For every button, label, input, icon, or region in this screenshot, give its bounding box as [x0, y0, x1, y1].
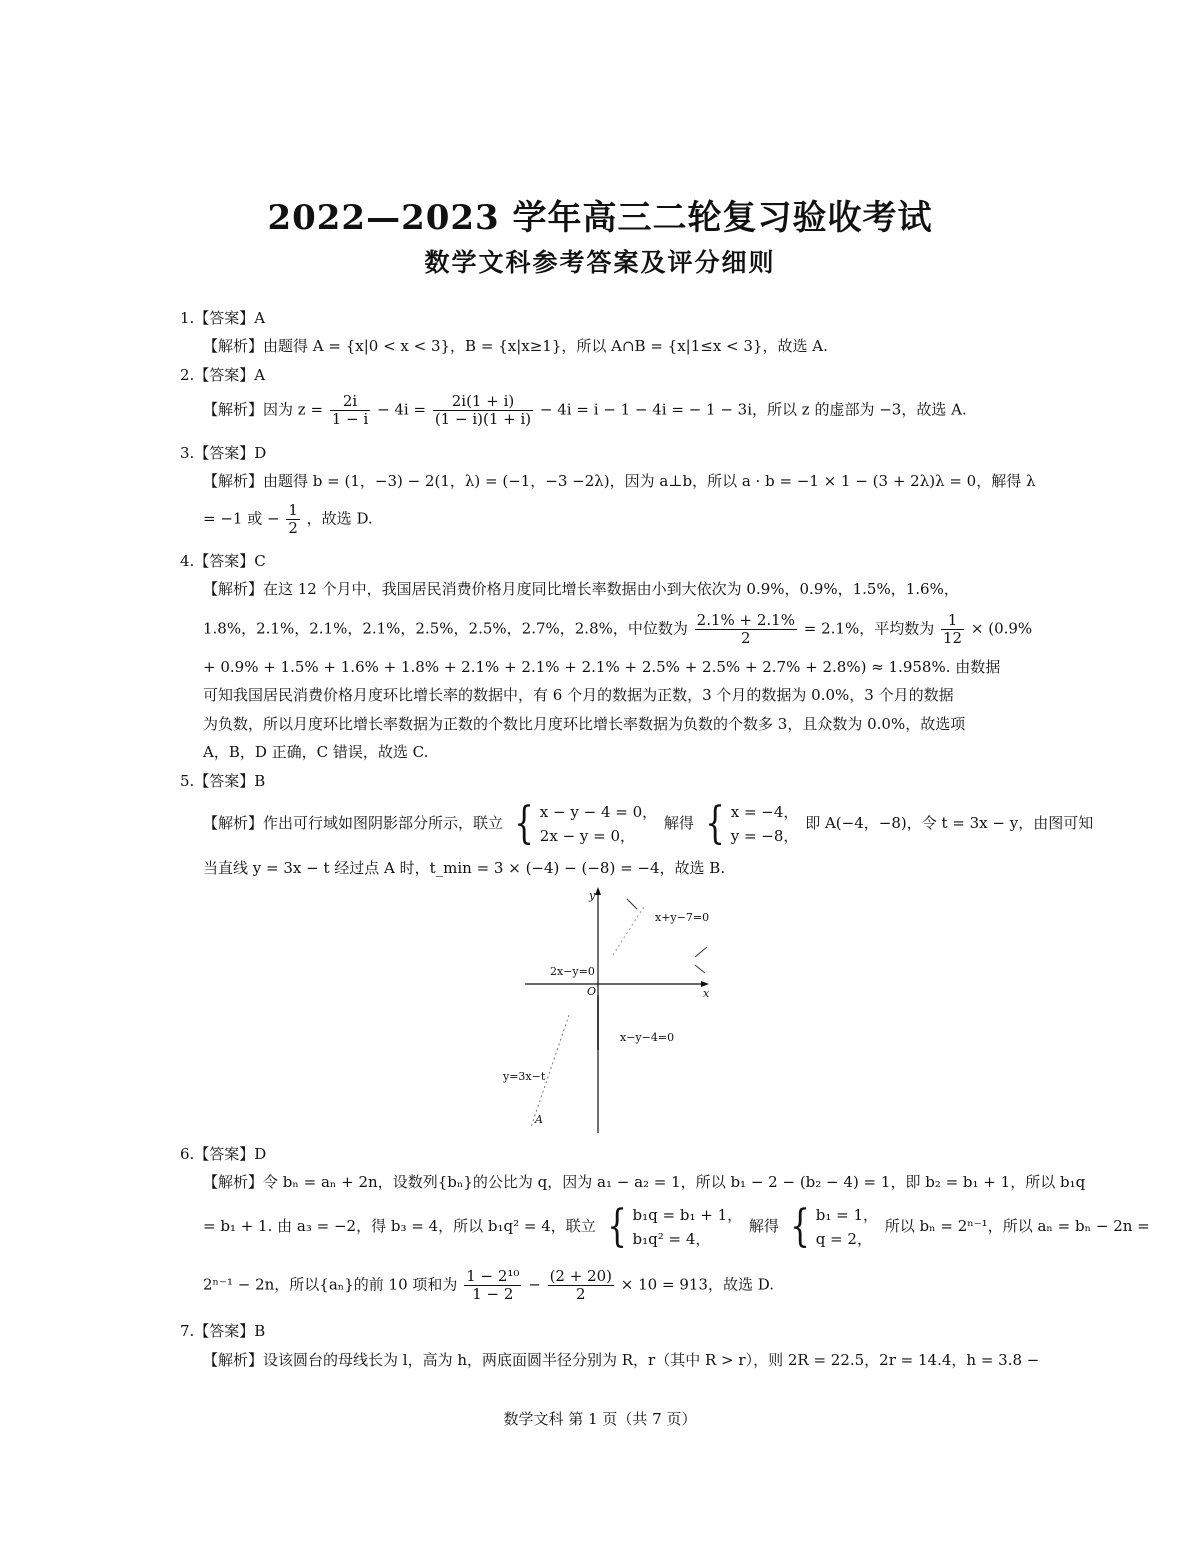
q6-system-1: { b₁q = b₁ + 1， b₁q² = 4， — [606, 1201, 743, 1252]
q6-fraction-1: $\frac{\text{1 − 2¹⁰}}{1 - 2}$ — [466, 1267, 520, 1303]
q5-analysis-line1: 【解析】作出可行域如图阴影部分所示，联立 { x − y − 4 = 0， 2x − y = 0， 解得 { x = −4， y = −8， 即 A(−4，−8)，令 t = 3x − y，由图可知 — [203, 798, 1094, 849]
q4-analysis-line2: 1.8%，2.1%，2.1%，2.1%，2.5%，2.5%，2.7%，2.8%，中位数为 $\frac{2.1\% + 2.1\%}{2}$ = 2.1%，平均数为 $\frac{1}{12}$ × (0.9% — [203, 611, 1033, 647]
q5-system-1: { x − y − 4 = 0， 2x − y = 0， — [513, 798, 658, 849]
origin-label: O — [587, 985, 597, 998]
q6-system-2: { b₁ = 1， q = 2， — [789, 1201, 878, 1252]
x-axis-label: x — [703, 987, 710, 1000]
q2-text-mid: − 4i = — [377, 400, 427, 419]
q5-system-2: { x = −4， y = −8， — [704, 798, 799, 849]
label-x-plus-y-7: x+y−7=0 — [655, 911, 710, 924]
q3-fraction: $\frac{1}{2}$ — [288, 501, 298, 537]
q4-analysis-line1: 【解析】在这 12 个月中，我国居民消费价格月度同比增长率数据由小到大依次为 0.9%，0.9%，1.5%，1.6%， — [203, 580, 959, 598]
y-axis-label: y — [589, 889, 596, 902]
q1-answer: 1.【答案】A — [180, 309, 266, 327]
line-segment-2 — [695, 965, 705, 973]
q2-analysis — [203, 393, 967, 428]
line-x-plus-y-7 — [627, 899, 637, 909]
q4-analysis-line5: 为负数，所以月度环比增长率数据为正数的个数比月度环比增长率数据为负数的个数多 3，且众数为 0.0%，故选项 — [203, 715, 966, 733]
label-3x-t: y=3x−t — [503, 1070, 546, 1083]
label-x-y-4: x−y−4=0 — [620, 1031, 675, 1044]
q2-text-pre: 【解析】因为 z = — [203, 400, 324, 419]
point-a-label: A — [535, 1113, 543, 1126]
q6-answer: 6.【答案】D — [180, 1145, 267, 1163]
q3-answer: 3.【答案】D — [180, 444, 267, 462]
q5-analysis-line2: 当直线 y = 3x − t 经过点 A 时，t_min = 3 × (−4) − (−8) = −4，故选 B. — [203, 859, 726, 877]
q4-median-fraction: $\frac{2.1\% + 2.1\%}{2}$ — [696, 611, 795, 647]
q2-text-post: − 4i = i − 1 − 4i = − 1 − 3i，所以 z 的虚部为 −3，故选 A. — [539, 400, 967, 419]
q6-fraction-2: $\frac{(2 + 20)}{2}$ — [549, 1267, 613, 1303]
q4-analysis-line3: + 0.9% + 1.5% + 1.6% + 1.8% + 2.1% + 2.1% + 2.1% + 2.5% + 2.5% + 2.7% + 2.8%) ≈ 1.958%. 由数据 — [203, 658, 1001, 676]
q4-analysis-line6: A，B，D 正确，C 错误，故选 C. — [203, 743, 429, 761]
q3-analysis-line1: 【解析】由题得 b = (1，−3) − 2(1，λ) = (−1，−3 −2λ)，因为 a⊥b，所以 a · b = −1 × 1 − (3 + 2λ)λ = 0，解得 λ — [203, 472, 1036, 490]
q7-analysis-line1: 【解析】设该圆台的母线长为 l，高为 h，两底面圆半径分别为 R，r（其中 R > r），则 2R = 22.5，2r = 14.4，h = 3.8 − — [203, 1351, 1040, 1369]
q7-answer: 7.【答案】B — [180, 1322, 266, 1340]
q3-analysis-line2: = −1 或 − $\frac{1}{2}$ ，故选 D. — [203, 501, 373, 537]
page-title: 2022—2023 学年高三二轮复习验收考试 — [267, 198, 933, 238]
line-segment-1 — [695, 947, 707, 957]
label-2x-y: 2x−y=0 — [550, 965, 595, 978]
q6-analysis-line1: 【解析】令 bₙ = aₙ + 2n，设数列{bₙ}的公比为 q，因为 a₁ − a₂ = 1，所以 b₁ − 2 − (b₂ − 4) = 1，即 b₂ = b₁ + 1，所以 b₁q — [203, 1173, 1086, 1191]
q5-answer: 5.【答案】B — [180, 772, 266, 790]
q2-answer: 2.【答案】A — [180, 366, 266, 384]
q4-analysis-line4: 可知我国居民消费价格月度环比增长率的数据中，有 6 个月的数据为正数，3 个月的数据为 0.0%，3 个月的数据 — [203, 686, 954, 704]
q1-analysis: 【解析】由题得 A = {x|0 < x < 3}，B = {x|x≥1}，所以 A∩B = {x|1≤x < 3}，故选 A. — [203, 337, 828, 355]
q4-mean-fraction: $\frac{1}{12}$ — [943, 611, 963, 647]
q4-answer: 4.【答案】C — [180, 552, 266, 570]
page-footer: 数学文科 第 1 页（共 7 页） — [503, 1410, 697, 1428]
y-axis-arrow — [595, 887, 601, 895]
q5-feasible-region-figure — [495, 885, 725, 1137]
q6-analysis-line2: = b₁ + 1. 由 a₃ = −2，得 b₃ = 4，所以 b₁q² = 4，联立 { b₁q = b₁ + 1， b₁q² = 4， 解得 { b₁ = 1， q = 2， 所以 bₙ = 2ⁿ⁻¹，所以 aₙ = bₙ − 2n = — [203, 1201, 1150, 1252]
q6-analysis-line3: 2ⁿ⁻¹ − 2n，所以{aₙ}的前 10 项和为 $\frac{\text{1 − 2¹⁰}}{1 - 2}$ − $\frac{(2 + 20)}{2}$ × 10 = 913，故选 D. — [203, 1267, 774, 1303]
page-subtitle: 数学文科参考答案及评分细则 — [424, 248, 776, 277]
line-2x-y-dashed — [613, 905, 645, 955]
q2-fraction-1: $\frac{2i}{1 - i}$ — [331, 392, 369, 428]
q2-fraction-2: $\frac{2i(1 + i)}{(1 - i)(1 + i)}$ — [434, 392, 532, 428]
